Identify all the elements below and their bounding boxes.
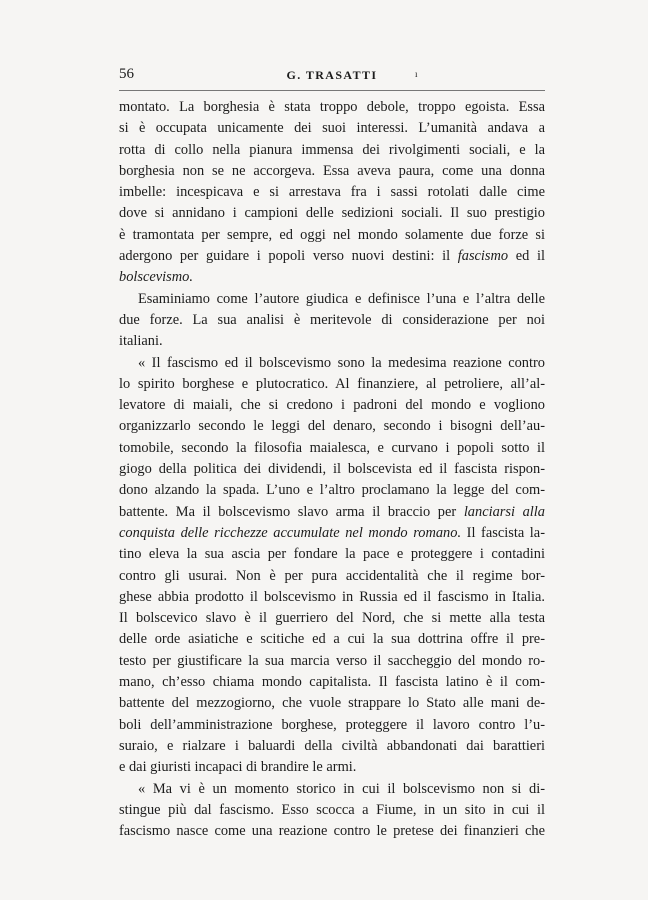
paragraph-1: [119, 97, 545, 289]
text-line: e dai giuristi incapaci di brandire le armi.: [119, 759, 357, 776]
text-line: levatore di maiali, che si credono i padroni del mondo e vogliono: [119, 397, 545, 414]
text-line: organizzarlo secondo le leggi del denaro, secondo i bisogni dell’au-: [119, 418, 545, 435]
text-line: « Il fascismo ed il bolscevismo sono la medesima reazione contro: [138, 354, 545, 371]
text-line: suraio, e rialzare i baluardi della civiltà abbandonati dai barattieri: [119, 737, 545, 754]
text-line: stingue più dal fascismo. Esso scocca a Fiume, in un sito in cui il: [119, 801, 545, 818]
text-line: Il bolscevico slavo è il guerriero del Nord, che si mette alla testa: [119, 610, 545, 627]
header-mark: ı: [415, 69, 418, 79]
text-line: [119, 267, 545, 288]
text-line: [119, 502, 545, 523]
text-line: fascismo nasce come una reazione contro le pretese dei finanzieri che: [119, 823, 545, 840]
text-run: ed il: [508, 248, 546, 265]
paragraph-3-quotation: [119, 353, 545, 779]
text-run: Il fascista la-: [461, 524, 545, 541]
body-text: [119, 97, 545, 842]
italic-term-bolscevismo: bolscevismo.: [119, 269, 193, 286]
page-header: [119, 66, 545, 88]
text-line: dono alzando la spada. L’uno e l’altro proclamano la legge del com-: [119, 482, 545, 499]
text-line: ghese abbia prodotto il bolscevismo in Russia ed il fascismo in Italia.: [119, 588, 545, 605]
text-line: Esaminiamo come l’autore giudica e definisce l’una e l’altra delle: [138, 290, 545, 307]
text-line: lo spirito borghese e plutocratico. Al finanziere, al petroliere, all’al-: [119, 375, 545, 392]
italic-term-fascismo: fascismo: [457, 248, 509, 265]
text-line: dove si annidano i campioni delle sedizioni sociali. Il suo prestigio: [119, 205, 545, 222]
paragraph-2: [119, 289, 545, 353]
text-line: tomobile, secondo la filosofia maialesca, e curvano i popoli sotto il: [119, 439, 545, 456]
text-line: boli dell’amministrazione borghese, proteggere il lavoro contro l’u-: [119, 716, 545, 733]
text-line: imbelle: incespicava e si arrestava fra i sassi rotolati dalle cime: [119, 184, 545, 201]
italic-phrase: conquista delle ricchezze accumulate nel mondo romano.: [119, 524, 462, 541]
italic-phrase: lanciarsi alla: [463, 503, 545, 520]
text-line: delle orde asiatiche e scitiche ed a cui la sua dottrina offre il pre-: [119, 631, 545, 648]
paragraph-4-quotation: [119, 779, 545, 843]
text-line: tino eleva la sua ascia per fondare la pace e proteggere i contadini: [119, 546, 545, 563]
text-line: è tramontata per sempre, ed oggi nel mondo solamente due forze si: [119, 226, 545, 243]
text-line: [119, 246, 545, 267]
text-line: giogo della politica dei dividendi, il bolscevista ed il fascista rispon-: [119, 461, 545, 478]
page-number: 56: [119, 66, 134, 82]
text-line: battente del mezzogiorno, che vuole strappare lo Stato alle mani de-: [119, 695, 545, 712]
text-line: « Ma vi è un momento storico in cui il bolscevismo non si di-: [138, 780, 545, 797]
text-line: contro gli usurai. Non è per pura accidentalità che il regime bor-: [119, 567, 545, 584]
text-line: mano, ch’esso chiama mondo capitalista. Il fascista latino è il com-: [119, 674, 545, 691]
text-line: [119, 523, 545, 544]
text-run: adergono per guidare i popoli verso nuovi destini: il: [119, 248, 458, 265]
text-line: si è occupata unicamente dei suoi interessi. L’umanità andava a: [119, 120, 545, 137]
text-run: battente. Ma il bolscevismo slavo arma il braccio per: [119, 503, 464, 520]
text-line: montato. La borghesia è stata troppo debole, troppo egoista. Essa: [119, 99, 545, 115]
text-line: due forze. La sua analisi è meritevole di considerazione per noi: [119, 311, 545, 328]
text-line: testo per giustificare la sua marcia verso il saccheggio del mondo ro-: [119, 652, 545, 669]
text-line: borghesia non se ne accorgeva. Essa aveva paura, come una donna: [119, 162, 545, 179]
header-rule: [119, 90, 545, 91]
running-head: G. TRASATTI: [286, 68, 378, 82]
text-line: rotta di collo nella pianura immensa dei rivolgimenti sociali, e la: [119, 141, 545, 158]
text-line: italiani.: [119, 333, 163, 350]
